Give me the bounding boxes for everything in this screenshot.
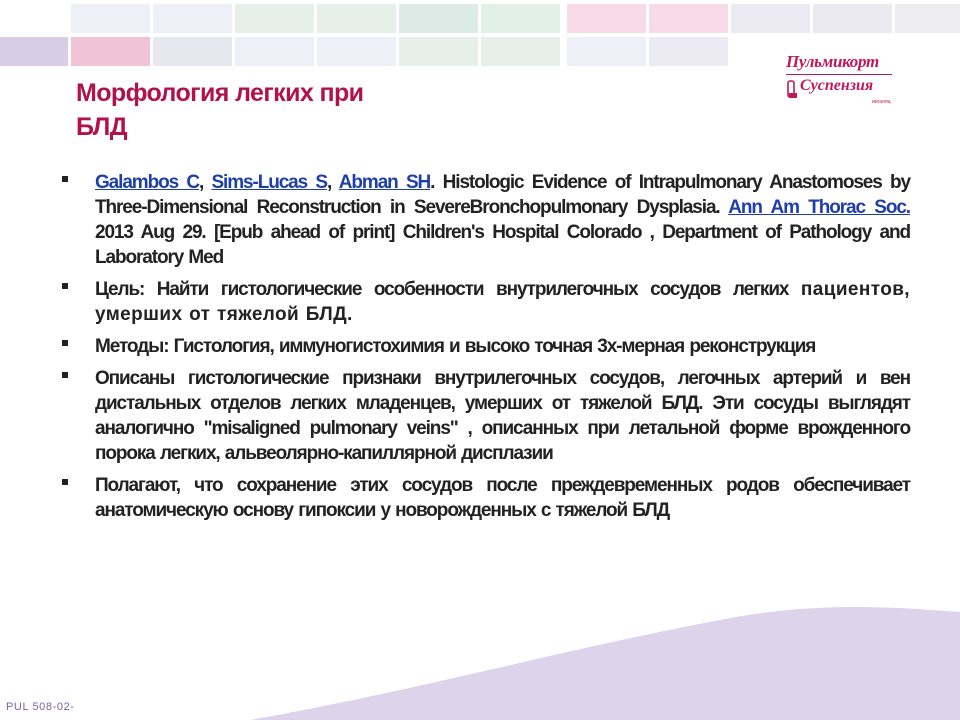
author-link-galambos[interactable]: Galambos C	[95, 172, 199, 193]
bullet-item-conclusion	[60, 473, 910, 523]
goal-text-part-2: пациентов, умерших от тяжелой БЛД.	[95, 279, 910, 325]
journal-link[interactable]: Ann Am Thorac Soc.	[728, 197, 910, 218]
tile	[317, 4, 396, 33]
bullet-icon	[62, 479, 68, 485]
methods-text: Методы: Гистология, иммуногистохимия и высоко точная 3х-мерная реконструкция	[95, 336, 816, 357]
tile	[71, 4, 150, 33]
logo-rule	[786, 74, 892, 75]
tile	[567, 4, 646, 33]
bullet-list	[60, 170, 910, 530]
tile	[649, 37, 728, 66]
footer-code: PUL 508-02-	[6, 701, 75, 713]
reference-title: . Histologic Evidence of Intrapulmonary Anastomoses by Three-Dimensional Reconstruction in SevereBronchopulmonary Dysplasia.	[95, 172, 910, 218]
tile	[481, 4, 560, 33]
tile	[399, 4, 478, 33]
tile	[0, 37, 68, 66]
tile	[153, 4, 232, 33]
conclusion-text: Полагают, что сохранение этих сосудов после преждевременных родов обеспечивает анатомическую основу гипоксии у новорожденных с тяжелой БЛД	[95, 475, 910, 521]
tile	[317, 37, 396, 66]
author-link-sims-lucas[interactable]: Sims-Lucas S	[211, 172, 327, 193]
goal-text-part-1: Цель: Найти гистологические особенности внутрилегочных сосудов легких	[95, 279, 801, 300]
bullet-item-findings	[60, 366, 910, 466]
reference-details: 2013 Aug 29. [Epub ahead of print] Children's Hospital Colorado , Department of Pathology and Laboratory Med	[95, 222, 910, 268]
tile	[153, 37, 232, 66]
bullet-icon	[62, 340, 68, 346]
tile	[813, 4, 892, 33]
bullet-icon	[62, 283, 68, 289]
tile	[567, 37, 646, 66]
author-link-abman[interactable]: Abman SH	[338, 172, 431, 193]
tile	[731, 4, 810, 33]
tile	[71, 37, 150, 66]
tile	[235, 4, 314, 33]
tile	[895, 4, 960, 33]
tile	[235, 37, 314, 66]
tile	[649, 4, 728, 33]
reference-text: Galambos C, Sims-Lucas S, Abman SH. Histologic Evidence of Intrapulmonary Anastomoses by Three-Dimensional Reconstruction in SevereBronchopulmonary Dysplasia. Ann Am Thorac Soc. 2013 Aug 29. [Epub ahead of print] Children's Hospital Colorado , Department of Pathology and Laboratory Med	[95, 172, 910, 268]
tile	[481, 37, 560, 66]
bullet-item-methods	[60, 334, 910, 359]
logo-subtitle: ингаляц	[872, 99, 891, 105]
findings-text: Описаны гистологические признаки внутрилегочных сосудов, легочных артерий и вен дистальных отделов легких младенцев, умерших от тяжелой БЛД. Эти сосуды выглядят аналогично "misaligned pulmonary veins" , описанных при летальной форме врожденного порока легких, альвеолярно-капиллярной дисплазии	[95, 368, 910, 464]
bullet-item-reference	[60, 170, 910, 270]
slide-title-line-1: Морфология легких при	[76, 79, 364, 107]
inhaler-icon	[786, 80, 798, 100]
brand-logo	[780, 50, 910, 112]
logo-product-name: Суспензия	[800, 77, 874, 94]
goal-text	[95, 277, 910, 327]
bullet-icon	[62, 372, 68, 378]
bullet-item-goal	[60, 277, 910, 327]
bullet-icon	[62, 176, 68, 182]
tile	[399, 37, 478, 66]
slide-title	[76, 76, 496, 144]
logo-brand-name: Пульмикорт	[786, 52, 879, 71]
slide-title-line-2: БЛД	[76, 113, 127, 141]
